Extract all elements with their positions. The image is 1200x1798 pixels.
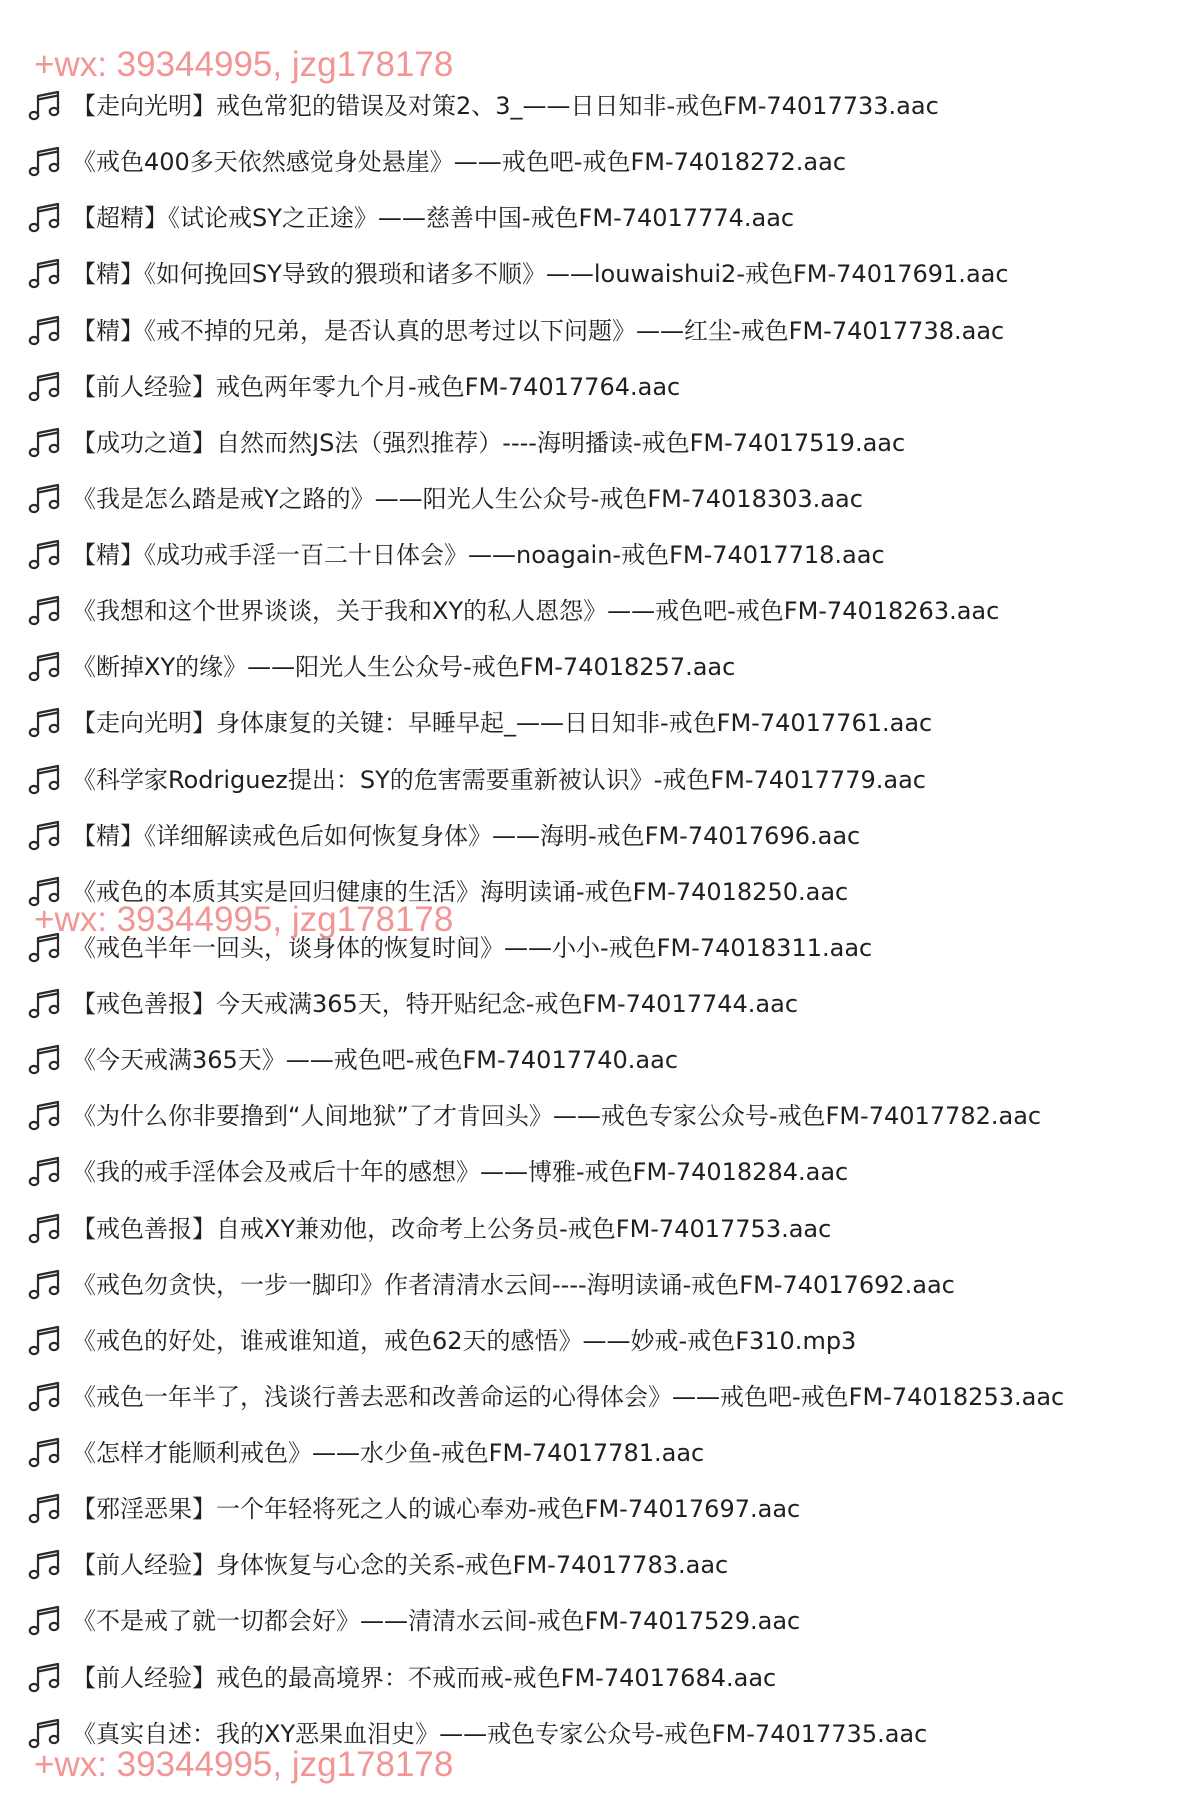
music-note-icon bbox=[27, 1716, 63, 1752]
file-name: 《戒色勿贪快，一步一脚印》作者清清水云间----海明读诵-戒色FM-74017692.aac bbox=[72, 1270, 955, 1299]
music-note-icon bbox=[27, 762, 63, 798]
file-name: 《戒色的本质其实是回归健康的生活》海明读诵-戒色FM-74018250.aac bbox=[72, 877, 849, 906]
file-list-item[interactable] bbox=[0, 583, 1200, 639]
file-list-item[interactable] bbox=[0, 752, 1200, 808]
file-list-item[interactable] bbox=[0, 134, 1200, 190]
file-name: 《怎样才能顺利戒色》——水少鱼-戒色FM-74017781.aac bbox=[72, 1439, 705, 1468]
file-name: 《戒色半年一回头，谈身体的恢复时间》——小小-戒色FM-74018311.aac bbox=[72, 933, 873, 962]
music-note-icon bbox=[27, 1154, 63, 1190]
music-note-icon bbox=[27, 1267, 63, 1303]
music-note-icon bbox=[27, 1098, 63, 1134]
file-name: 【戒色善报】自戒XY兼劝他，改命考上公务员-戒色FM-74017753.aac bbox=[72, 1214, 832, 1243]
file-name: 【戒色善报】今天戒满365天，特开贴纪念-戒色FM-74017744.aac bbox=[72, 990, 799, 1019]
file-list-item[interactable] bbox=[0, 1706, 1200, 1762]
music-note-icon bbox=[27, 1491, 63, 1527]
file-name: 《戒色的好处，谁戒谁知道，戒色62天的感悟》——妙戒-戒色F310.mp3 bbox=[72, 1326, 857, 1355]
music-note-icon bbox=[27, 986, 63, 1022]
file-list-item[interactable] bbox=[0, 976, 1200, 1032]
file-list-item[interactable] bbox=[0, 1369, 1200, 1425]
file-list-item[interactable] bbox=[0, 695, 1200, 751]
watermark-bottom: +wx: 39344995, jzg178178 bbox=[34, 1745, 454, 1784]
file-name: 【精】《如何挽回SY导致的猥琐和诸多不顺》——louwaishui2-戒色FM-74017691.aac bbox=[72, 260, 1009, 289]
file-name: 《真实自述：我的XY恶果血泪史》——戒色专家公众号-戒色FM-74017735.aac bbox=[72, 1719, 928, 1748]
music-note-icon bbox=[27, 256, 63, 292]
music-note-icon bbox=[27, 874, 63, 910]
music-note-icon bbox=[27, 313, 63, 349]
file-name: 【前人经验】戒色的最高境界：不戒而戒-戒色FM-74017684.aac bbox=[72, 1663, 777, 1692]
music-note-icon bbox=[27, 425, 63, 461]
file-name: 《断掉XY的缘》——阳光人生公众号-戒色FM-74018257.aac bbox=[72, 653, 736, 682]
file-list-item[interactable] bbox=[0, 639, 1200, 695]
music-note-icon bbox=[27, 144, 63, 180]
music-note-icon bbox=[27, 481, 63, 517]
music-note-icon bbox=[27, 705, 63, 741]
file-name: 【邪淫恶果】一个年轻将死之人的诚心奉劝-戒色FM-74017697.aac bbox=[72, 1495, 801, 1524]
music-note-icon bbox=[27, 1603, 63, 1639]
file-list-item[interactable] bbox=[0, 246, 1200, 302]
music-note-icon bbox=[27, 1379, 63, 1415]
file-list-item[interactable] bbox=[0, 1313, 1200, 1369]
music-note-icon bbox=[27, 593, 63, 629]
file-list-item[interactable] bbox=[0, 471, 1200, 527]
file-name: 【成功之道】自然而然JS法（强烈推荐）----海明播读-戒色FM-74017519.aac bbox=[72, 428, 906, 457]
watermark-top: +wx: 39344995, jzg178178 bbox=[34, 45, 454, 84]
music-note-icon bbox=[27, 1323, 63, 1359]
music-note-icon bbox=[27, 930, 63, 966]
file-list-item[interactable] bbox=[0, 78, 1200, 134]
file-list-item[interactable] bbox=[0, 1201, 1200, 1257]
file-name: 《我想和这个世界谈谈，关于我和XY的私人恩怨》——戒色吧-戒色FM-74018263.aac bbox=[72, 597, 1000, 626]
file-list-item[interactable] bbox=[0, 920, 1200, 976]
file-name: 【前人经验】身体恢复与心念的关系-戒色FM-74017783.aac bbox=[72, 1551, 729, 1580]
file-name: 【精】《戒不掉的兄弟，是否认真的思考过以下问题》——红尘-戒色FM-74017738.aac bbox=[72, 316, 1005, 345]
file-name: 《不是戒了就一切都会好》——清清水云间-戒色FM-74017529.aac bbox=[72, 1607, 801, 1636]
file-name: 【前人经验】戒色两年零九个月-戒色FM-74017764.aac bbox=[72, 372, 681, 401]
music-note-icon bbox=[27, 369, 63, 405]
file-name: 《科学家Rodriguez提出：SY的危害需要重新被认识》-戒色FM-74017779.aac bbox=[72, 765, 926, 794]
music-note-icon bbox=[27, 1660, 63, 1696]
file-list-item[interactable] bbox=[0, 1032, 1200, 1088]
music-note-icon bbox=[27, 537, 63, 573]
file-list-item[interactable] bbox=[0, 1257, 1200, 1313]
file-name: 《戒色400多天依然感觉身处悬崖》——戒色吧-戒色FM-74018272.aac bbox=[72, 148, 847, 177]
music-note-icon bbox=[27, 88, 63, 124]
file-list-item[interactable] bbox=[0, 864, 1200, 920]
file-list-item[interactable] bbox=[0, 303, 1200, 359]
file-name: 【走向光明】身体康复的关键：早睡早起_——日日知非-戒色FM-74017761.aac bbox=[72, 709, 933, 738]
file-list-item[interactable] bbox=[0, 1650, 1200, 1706]
file-name: 【精】《成功戒手淫一百二十日体会》——noagain-戒色FM-74017718.aac bbox=[72, 541, 885, 570]
file-list-item[interactable] bbox=[0, 1425, 1200, 1481]
file-name: 《我的戒手淫体会及戒后十年的感想》——博雅-戒色FM-74018284.aac bbox=[72, 1158, 849, 1187]
file-list-item[interactable] bbox=[0, 527, 1200, 583]
file-list-item[interactable] bbox=[0, 359, 1200, 415]
music-note-icon bbox=[27, 818, 63, 854]
file-name: 【超精】《试论戒SY之正途》——慈善中国-戒色FM-74017774.aac bbox=[72, 204, 795, 233]
file-list-item[interactable] bbox=[0, 190, 1200, 246]
file-name: 《戒色一年半了，浅谈行善去恶和改善命运的心得体会》——戒色吧-戒色FM-74018253.aac bbox=[72, 1382, 1065, 1411]
music-note-icon bbox=[27, 200, 63, 236]
music-note-icon bbox=[27, 1547, 63, 1583]
file-name: 《为什么你非要撸到“人间地狱”了才肯回头》——戒色专家公众号-戒色FM-74017782.aac bbox=[72, 1102, 1042, 1131]
file-list-item[interactable] bbox=[0, 1088, 1200, 1144]
music-note-icon bbox=[27, 1211, 63, 1247]
file-list-item[interactable] bbox=[0, 1144, 1200, 1200]
file-list-item[interactable] bbox=[0, 415, 1200, 471]
music-note-icon bbox=[27, 649, 63, 685]
file-list-item[interactable] bbox=[0, 1537, 1200, 1593]
watermark-middle: +wx: 39344995, jzg178178 bbox=[34, 900, 454, 939]
file-name: 【精】《详细解读戒色后如何恢复身体》——海明-戒色FM-74017696.aac bbox=[72, 821, 861, 850]
file-list-item[interactable] bbox=[0, 1481, 1200, 1537]
file-name: 《我是怎么踏是戒Y之路的》——阳光人生公众号-戒色FM-74018303.aac bbox=[72, 484, 863, 513]
file-name: 《今天戒满365天》——戒色吧-戒色FM-74017740.aac bbox=[72, 1046, 679, 1075]
file-name: 【走向光明】戒色常犯的错误及对策2、3_——日日知非-戒色FM-74017733.aac bbox=[72, 92, 939, 121]
file-list bbox=[0, 78, 1200, 1762]
music-note-icon bbox=[27, 1435, 63, 1471]
file-list-item[interactable] bbox=[0, 808, 1200, 864]
file-list-item[interactable] bbox=[0, 1593, 1200, 1649]
music-note-icon bbox=[27, 1042, 63, 1078]
